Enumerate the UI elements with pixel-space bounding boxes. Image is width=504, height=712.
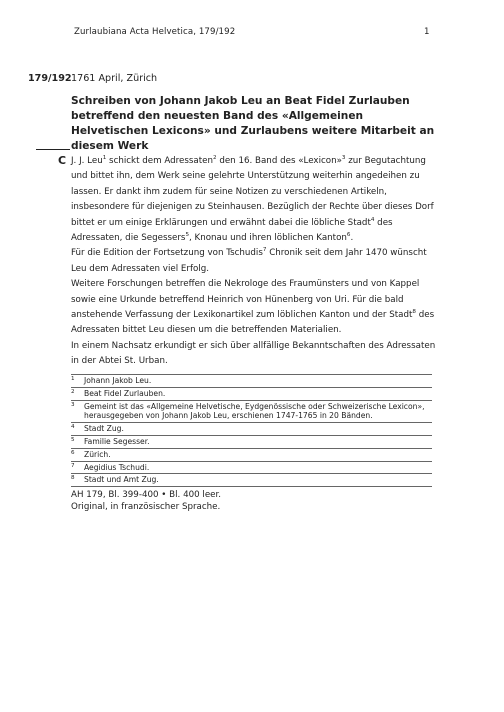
footnote-number: 7	[71, 462, 75, 469]
text-segment: zur Begutachtung und bittet ihn, dem Werk seine gelehrte Unterstützung weiterhin angedeihen zu lassen. Er dankt ihm zudem für seine Notizen zu verschiedenen Artikeln, insbesondere für diejenigen zu Steinhausen. Bezüglich der Rechte über dieses Dorf bittet er um einige Erklärungen und erwähnt dabei die löbliche Stadt	[71, 156, 434, 228]
source-note	[71, 489, 221, 513]
text-segment: J. J. Leu	[71, 156, 103, 166]
text-segment: , Knonau und ihren löblichen Kanton	[189, 233, 347, 244]
footnotes-end-rule	[71, 486, 432, 487]
footnote-number: 3	[71, 401, 75, 408]
footnote-text: Johann Jakob Leu.	[84, 376, 152, 385]
text-segment: .	[350, 233, 354, 244]
paragraph-3	[71, 277, 441, 339]
source-line: Original, in französischer Sprache.	[71, 502, 221, 512]
footnote-ref: 7	[262, 247, 267, 254]
page-number: 1	[424, 27, 430, 37]
footnote-ref: 1	[102, 155, 107, 161]
footnote	[71, 435, 432, 448]
text-segment: Weitere Forschungen betreffen die Nekrologe des Fraumünsters und von Kappel sowie eine Urkunde betreffend Heinrich von Hünenberg von Uri. Für die bald anstehende Verfassung der Lexikonartikel zum löblichen Kanton und der Stadt	[71, 279, 420, 321]
footnote-ref: 2	[213, 155, 217, 161]
document-date-place: 1761 April, Zürich	[71, 73, 158, 84]
document-title: Schreiben von Johann Jakob Leu an Beat Fidel Zurlauben betreffend den neuesten Band des «Allgemeinen Helvetischen Lexicons» und Zurlaubens weitere Mitarbeit an diesem Werk	[71, 95, 435, 152]
paragraph-1	[71, 154, 441, 246]
footnote	[71, 400, 432, 423]
text-segment: den 16. Band des «Lexicon»	[216, 156, 342, 166]
footnote-ref: 6	[346, 232, 351, 239]
source-line: AH 179, Bl. 399-400 • Bl. 400 leer.	[71, 490, 222, 500]
footnote-text: Familie Segesser.	[84, 436, 150, 446]
text-segment: des Adressaten bittet Leu diesen um die betreffenden Materialien.	[71, 310, 435, 336]
footnote-number: 5	[71, 436, 75, 443]
text-segment: Für die Edition der Fortsetzung von Tschudis	[71, 248, 263, 259]
footnotes	[71, 374, 432, 487]
footnote	[71, 448, 432, 461]
footnote-text: Beat Fidel Zurlauben.	[84, 388, 166, 398]
paragraph-4: In einem Nachsatz erkundigt er sich über allfällige Bekanntschaften des Adressaten in der Abtei St. Urban.	[71, 340, 436, 367]
footnote	[71, 461, 432, 474]
footnote-text: Aegidius Tschudi.	[84, 462, 150, 472]
footnote-text: Stadt Zug.	[84, 424, 124, 434]
footnote	[71, 422, 432, 435]
paragraph-2	[71, 246, 441, 277]
footnote-number: 4	[71, 424, 75, 431]
language-marker: C	[58, 154, 67, 167]
footnote	[71, 374, 432, 387]
regest-body	[71, 154, 441, 370]
running-header: Zurlaubiana Acta Helvetica, 179/192	[74, 27, 236, 37]
text-segment: des Adressaten, die Segessers	[71, 217, 393, 244]
footnote	[71, 473, 432, 486]
footnote	[71, 387, 432, 400]
text-segment: Chronik seit dem Jahr 1470 wünscht Leu dem Adressaten viel Erfolg.	[71, 248, 427, 274]
footnote-ref: 8	[412, 309, 416, 316]
footnote-number: 8	[71, 475, 75, 482]
document-number: 179/192	[28, 73, 72, 84]
footnote-ref: 5	[185, 232, 189, 239]
footnote-text: Zürich.	[84, 449, 111, 459]
footnote-text: Gemeint ist das «Allgemeine Helvetische, Eydgenössische oder Schweizerische Lexicon», herausgegeben von Johann Jakob Leu, erschienen 1747-1765 in 20 Bänden.	[84, 401, 425, 421]
footnote-number: 6	[71, 449, 75, 456]
text-segment: schickt dem Adressaten	[106, 156, 213, 166]
footnote-ref: 4	[370, 216, 375, 223]
section-separator	[36, 149, 70, 150]
footnote-number: 1	[71, 376, 75, 382]
footnote-number: 2	[71, 388, 75, 395]
footnote-ref: 3	[341, 155, 346, 161]
footnote-text: Stadt und Amt Zug.	[84, 475, 159, 485]
